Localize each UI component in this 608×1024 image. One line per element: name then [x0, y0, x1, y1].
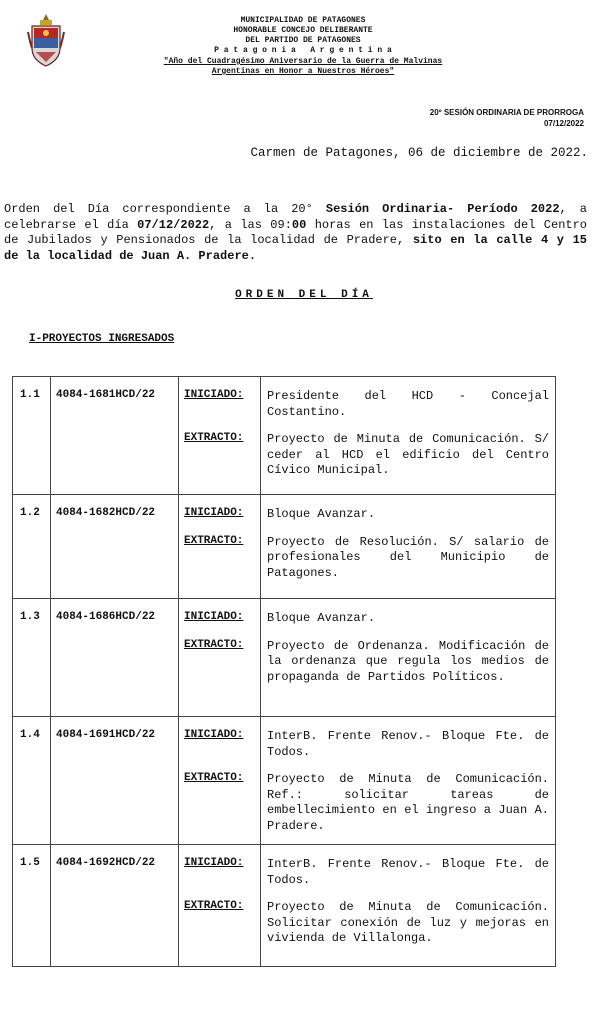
session-date: 07/12/2022 [543, 119, 584, 128]
session-block [430, 107, 584, 129]
iniciado-label: INICIADO: [184, 507, 244, 519]
extracto-text: Proyecto de Minuta de Comunicación. Solicitar conexión de luz y mejoras en vivienda de Villalonga. [267, 900, 549, 945]
intro-date: 07/12/2022 [137, 217, 210, 232]
extracto-label: EXTRACTO: [184, 639, 244, 651]
item-code: 4084-1692HCD/22 [51, 845, 179, 967]
table-row [13, 495, 556, 599]
session-title: 20º SESIÓN ORDINARIA DE PRORROGA [429, 108, 584, 117]
item-code: 4084-1681HCD/22 [51, 377, 179, 495]
label-column [179, 599, 261, 717]
iniciado-label: INICIADO: [184, 611, 244, 623]
item-code: 4084-1686HCD/22 [51, 599, 179, 717]
intro-text-1: Orden del Día correspondiente a la 20° [4, 202, 313, 216]
label-column [179, 377, 261, 495]
intro-text-3: , a las 09: [209, 217, 292, 232]
table-row [13, 845, 556, 967]
extracto-text: Proyecto de Minuta de Comunicación. S/ ceder al HCD el edificio del Centro Cívico Municipal. [267, 432, 549, 477]
projects-table [12, 376, 556, 967]
label-column [179, 495, 261, 599]
item-number: 1.4 [13, 717, 51, 845]
extracto-text: Proyecto de Resolución. S/ salario de profesionales del Municipio de Patagones. [267, 534, 549, 580]
iniciado-label: INICIADO: [184, 857, 244, 869]
header-line-motto-2: Argentinas en Honor a Nuestros Héroes" [211, 67, 395, 76]
iniciado-text: InterB. Frente Renov.- Bloque Fte. de Todos. [267, 857, 549, 887]
intro-time-minutes: 00 [291, 217, 307, 232]
item-number: 1.1 [13, 377, 51, 495]
section-title: I-PROYECTOS INGRESADOS [29, 333, 175, 345]
iniciado-text: Presidente del HCD - Concejal Costantino. [267, 389, 549, 419]
label-column [179, 845, 261, 967]
header-line-district: DEL PARTIDO DE PATAGONES [245, 36, 361, 45]
iniciado-text: Bloque Avanzar. [267, 611, 376, 625]
detail-column [261, 377, 556, 495]
extracto-label: EXTRACTO: [184, 535, 244, 547]
item-code: 4084-1682HCD/22 [51, 495, 179, 599]
intro-paragraph [4, 202, 587, 264]
label-column [179, 717, 261, 845]
item-code: 4084-1691HCD/22 [51, 717, 179, 845]
intro-text-2: , a celebrarse el día [4, 202, 587, 232]
detail-column [261, 599, 556, 717]
extracto-label: EXTRACTO: [184, 772, 244, 784]
extracto-text: Proyecto de Minuta de Comunicación. Ref.: solicitar tareas de embellecimiento en el ingreso a Juan A. Pradere. [267, 772, 549, 833]
table-row [13, 717, 556, 845]
iniciado-label: INICIADO: [184, 729, 244, 741]
item-number: 1.2 [13, 495, 51, 599]
iniciado-text: Bloque Avanzar. [267, 507, 376, 521]
extracto-text: Proyecto de Ordenanza. Modificación de la ordenanza que regula los medios de propaganda de Partidos Políticos. [267, 638, 549, 684]
detail-column [261, 717, 556, 845]
place-date: Carmen de Patagones, 06 de diciembre de 2022. [250, 146, 588, 160]
municipal-crest-icon [26, 12, 66, 68]
header-line-motto-1: "Año del Cuadragésimo Aniversario de la Guerra de Malvinas [163, 57, 443, 66]
intro-location: sito en la calle 4 y 15 de la localidad de Juan A. Pradere. [4, 233, 587, 263]
header-line-council: HONORABLE CONCEJO DELIBERANTE [233, 26, 373, 35]
extracto-label: EXTRACTO: [184, 900, 244, 912]
table-row [13, 377, 556, 495]
iniciado-text: InterB. Frente Renov.- Bloque Fte. de Todos. [267, 729, 549, 759]
intro-session-name: Sesión Ordinaria- Período 2022 [325, 202, 560, 216]
table-row [13, 599, 556, 717]
iniciado-label: INICIADO: [184, 389, 244, 401]
extracto-label: EXTRACTO: [184, 432, 244, 444]
detail-column [261, 845, 556, 967]
item-number: 1.5 [13, 845, 51, 967]
header-line-municipality: MUNICIPALIDAD DE PATAGONES [240, 16, 366, 25]
detail-column [261, 495, 556, 599]
orden-del-dia-title: ORDEN DEL DÍA [235, 289, 373, 301]
intro-text-4: horas en las instalaciones del Centro de Jubilados y Pensionados de la localidad de Pradere, [4, 217, 587, 247]
header-line-region: P a t a g o n i a A r g e n t i n a [214, 46, 392, 55]
item-number: 1.3 [13, 599, 51, 717]
